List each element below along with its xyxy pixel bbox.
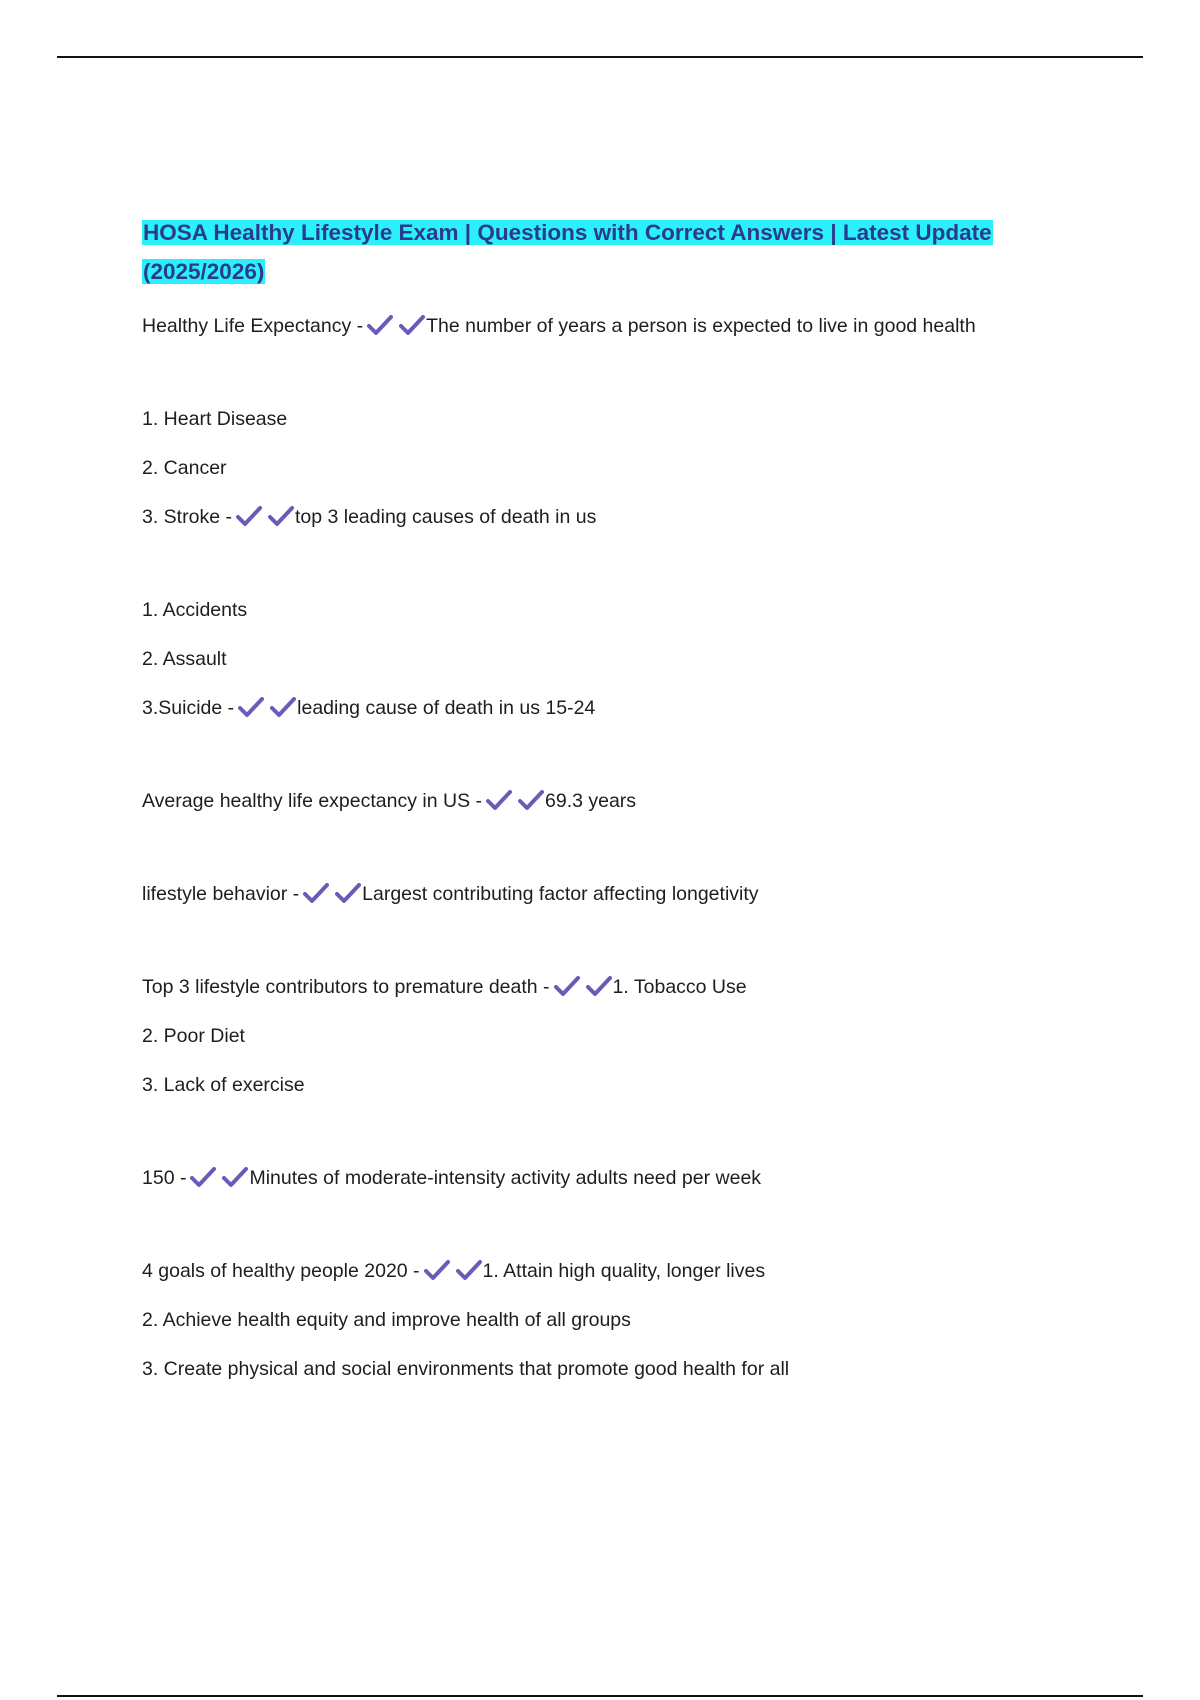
check-mark-icon (554, 975, 580, 997)
list-line: 3. Create physical and social environments that promote good health for all (142, 1358, 790, 1380)
list-line: 1. Accidents (142, 599, 248, 621)
check-mark-icon (238, 696, 264, 718)
qa-line (142, 1163, 1082, 1193)
question-text: Top 3 lifestyle contributors to premature death - (142, 976, 550, 998)
answer-text: 69.3 years (545, 790, 637, 812)
answer-text: top 3 leading causes of death in us (294, 506, 597, 528)
question-text: 3. Stroke - (142, 506, 232, 528)
document-body (142, 213, 1082, 1384)
check-mark-icon (399, 314, 425, 336)
answer-text: Largest contributing factor affecting longetivity (362, 883, 759, 905)
answer-text: leading cause of death in us 15-24 (297, 697, 596, 719)
qa-line (142, 879, 1082, 909)
check-mark-icon (270, 696, 296, 718)
list-line: 2. Poor Diet (142, 1025, 245, 1047)
check-mark-icon (303, 882, 329, 904)
question-text: Healthy Life Expectancy - (142, 315, 364, 337)
list-line: 2. Achieve health equity and improve health of all groups (142, 1309, 631, 1331)
qa-line (142, 693, 1082, 723)
question-text: Average healthy life expectancy in US - (142, 790, 482, 812)
question-text: lifestyle behavior - (142, 883, 300, 905)
check-mark-icon (486, 789, 512, 811)
check-mark-icon (586, 975, 612, 997)
list-line: 3. Lack of exercise (142, 1074, 305, 1096)
footer-rule (57, 1695, 1143, 1697)
check-mark-icon (335, 882, 361, 904)
question-text: 4 goals of healthy people 2020 - (142, 1260, 420, 1282)
qa-line (142, 311, 1082, 341)
answer-text: The number of years a person is expected to live in good health (426, 315, 976, 337)
answer-text: 1. Tobacco Use (612, 976, 747, 998)
check-mark-icon (367, 314, 393, 336)
check-mark-icon (236, 505, 262, 527)
question-text: 150 - (142, 1167, 187, 1189)
qa-line (142, 502, 1082, 532)
qa-line (142, 972, 1082, 1002)
document-title: HOSA Healthy Lifestyle Exam | Questions with Correct Answers | Latest Update (2025/2026) (143, 220, 992, 284)
qa-line (142, 1256, 1082, 1286)
check-mark-icon (424, 1259, 450, 1281)
list-line: 2. Assault (142, 648, 227, 670)
check-mark-icon (268, 505, 294, 527)
question-text: 3.Suicide - (142, 697, 235, 719)
check-mark-icon (518, 789, 544, 811)
check-mark-icon (456, 1259, 482, 1281)
answer-text: 1. Attain high quality, longer lives (482, 1260, 766, 1282)
answer-text: Minutes of moderate-intensity activity adults need per week (249, 1167, 762, 1189)
check-mark-icon (190, 1166, 216, 1188)
header-rule (57, 56, 1143, 58)
list-line: 1. Heart Disease (142, 408, 288, 430)
check-mark-icon (222, 1166, 248, 1188)
qa-line (142, 786, 1082, 816)
list-line: 2. Cancer (142, 457, 227, 479)
